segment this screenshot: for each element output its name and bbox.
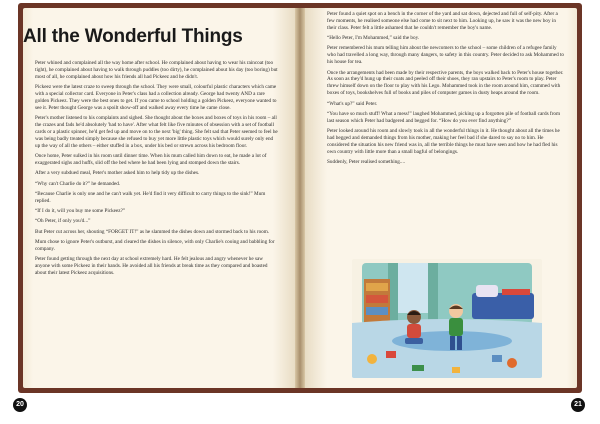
paragraph: Peter found getting through the next day at school extremely hard. He felt jealous and angry whenever he saw anyone with some Pickeez in their hands. He avoided all his friends at break time as they compared and boasted about their latest Pickeez acquisitions. [35, 256, 268, 276]
story-title: All the Wonderful Things [23, 26, 243, 47]
paragraph: Once home, Peter sulked in his room until dinner time. When his mum called him down to eat, he made a lot of exaggerated sighs and huffs, slid off the bed where he had been lying and stomped down the stairs. [35, 153, 267, 166]
paragraph: “If I do it, will you buy me some Pickeez?” [35, 208, 126, 215]
bedroom-illustration [352, 259, 542, 378]
page-number-left: 20 [13, 398, 27, 412]
left-page [23, 8, 295, 388]
paragraph: Suddenly, Peter realised something.... [327, 159, 406, 166]
right-page [305, 8, 577, 388]
paragraph: After a very subdued meal, Peter's mother asked him to help tidy up the dishes. [35, 170, 200, 177]
right-page-text [327, 11, 565, 169]
paragraph: Peter's mother listened to his complaints and sighed. She thought about the boxes and boxes of toys in his room – all the crazes and fads he'd absolutely 'had to have'. After what felt like five minutes of obsession with a set of football cards or a plastic spinner, he'd get fed up and move on to the next 'big' thing. She felt sad that Peter seemed to feel he was being badly treated simply because she refused to buy yet more little plastic toys which would surely only end up the way of all the others – either stuffed in a box, under his bed or strewn across his bedroom floor. [35, 115, 278, 149]
paragraph: “What's up?” said Peter. [327, 100, 378, 107]
paragraph: Peter found a quiet spot on a bench in the corner of the yard and sat down, dejected and full of self-pity. After a few moments, he realised someone else had come to sit next to him. Looking up, he saw it was the new boy in their class. Peter felt a little ashamed that he couldn't remember the boy's name. [327, 11, 558, 31]
paragraph: Once the arrangements had been made by their respective parents, the boys walked back to Peter's house together. As soon as they'd hung up their coats and peeled off their shoes, they ran upstairs to Peter's room to play. Peter threw himself down on the floor to play with his Lego. Mohammed took in the room around him, crammed with boxes of toys, bookshelves full of books and piles of computer games in dusty heaps around the room. [327, 69, 564, 97]
paragraph: “Hello Peter, I'm Mohammed,” said the boy. [327, 35, 420, 42]
paragraph: Peter looked around his room and slowly took in all the wonderful things in it. He thought about all the times he had begged and demanded things from his mother, making her feel bad if she dared to say no to him. He considered the situation his new friend was in, all the terrible things he must have seen and how he had fled his own country with little more than a small bagful of belongings. [327, 128, 560, 155]
paragraph: Peter whined and complained all the way home after school. He complained about having to wear his raincoat (too tight), he complained about having to walk through puddles (too dirty), he complained about his day (too boring) but most of all, he complained about how his friends all had Pickeez and he didn't. [35, 60, 278, 80]
paragraph: Mum chose to ignore Peter's outburst, and cleared the dishes in silence, with only Charlie's cooing and babbling for company. [35, 238, 275, 252]
paragraph: “You have so much stuff! What a mess!” laughed Mohammed, picking up a forgotten pile of football cards from last season which Peter had badgered and begged for. “How do you ever find anything?” [327, 110, 560, 124]
paragraph: Peter remembered his mum telling him about the newcomers to the school – some children of a refugee family who had travelled a long way, through many dangers, to safety in this country. Peter decided to ask Mohammed to his house for tea. [327, 45, 565, 66]
page-number-right: 21 [571, 398, 585, 412]
paragraph: “Because Charlie is only one and he can't walk yet. He'd find it very difficult to carry things to the sink!” Mum replied. [35, 190, 266, 204]
left-page-text [35, 60, 279, 280]
paragraph: “Why can't Charlie do it?” he demanded. [35, 180, 121, 187]
paragraph: Pickeez were the latest craze to sweep through the school. They were small, colourful plastic characters which came with a special collector card. Everyone in Peter's class had a collection already. George had twenty AND a rare golden Pickeez. They were the best ones to get. If you came to school holding a golden Pickeez, everyone wanted to see it. Peter thought George was a spoilt show-off and walked away every time he came close. [35, 84, 277, 111]
paragraph: “Oh Peter, if only you'd...” [35, 218, 91, 225]
book-spine [295, 8, 305, 388]
paragraph: But Peter cut across her, shouting “FORGET IT!” as he slammed the dishes down and stormed back to his room. [35, 228, 270, 235]
